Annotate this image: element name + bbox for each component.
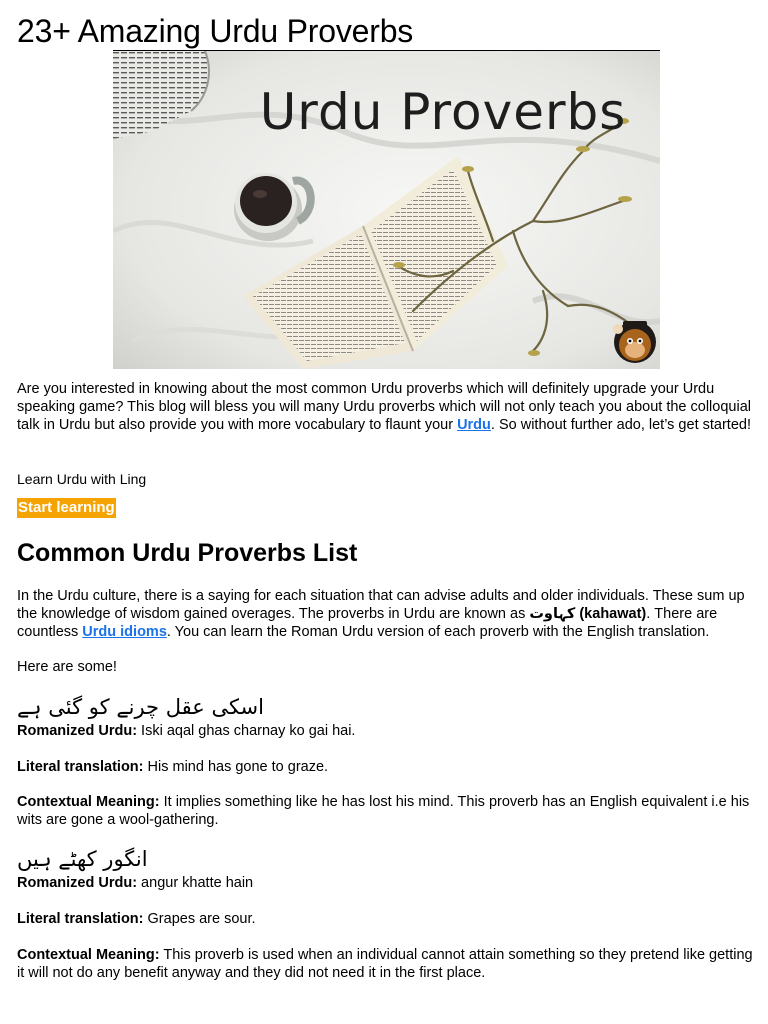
urdu-link[interactable]: Urdu [457, 417, 491, 433]
hero-image [113, 51, 660, 369]
intro-paragraph: Are you interested in knowing about the most common Urdu proverbs which will definitely upgrade your Urdu speaking game? This blog will bless you will many Urdu proverbs which will not only teach you about the colloquial talk in Urdu but also provide you with more vocabulary to flaunt your Urdu. So without further ado, let’s get started! [17, 381, 751, 433]
proverb-1-romanized: Romanized Urdu: Iski aqal ghas charnay ko gai hai. [17, 723, 356, 739]
hero-overlay-text: Urdu Proverbs [259, 83, 627, 141]
proverb-1-contextual: Contextual Meaning: It implies something like he has lost his mind. This proverb has an English equivalent i.e his wits are gone a wool-gathering. [17, 794, 750, 828]
kahawat-term: کہاوت (kahawat) [529, 606, 647, 622]
proverb-1-literal: Literal translation: His mind has gone to graze. [17, 759, 329, 775]
section-heading: Common Urdu Proverbs List [17, 539, 358, 567]
proverb-2-urdu: انگور کھٹے ہیں [17, 847, 148, 871]
start-learning-button[interactable]: Start learning [18, 499, 115, 516]
here-are-some-text: Here are some! [17, 659, 117, 675]
proverb-1-urdu: اسکی عقل چرنے کو گئی ہے [17, 695, 264, 719]
urdu-idioms-link[interactable]: Urdu idioms [82, 624, 167, 640]
proverb-2-romanized: Romanized Urdu: angur khatte hain [17, 875, 254, 891]
proverb-2-literal: Literal translation: Grapes are sour. [17, 911, 256, 927]
proverb-2-contextual: Contextual Meaning: This proverb is used when an individual cannot attain something so they pretend like getting it will not do any benefit anyway and they did not need it in the first place. [17, 947, 753, 981]
page-title: 23+ Amazing Urdu Proverbs [17, 13, 414, 49]
section-intro-paragraph: In the Urdu culture, there is a saying for each situation that can advise adults and older individuals. These sum up the knowledge of wisdom gained overages. The proverbs in Urdu are known as کہاوت (kahawat). There are countless Urdu idioms. You can learn the Roman Urdu version of each proverb with the English translation. [17, 588, 745, 640]
learn-urdu-text: Learn Urdu with Ling [17, 471, 147, 487]
